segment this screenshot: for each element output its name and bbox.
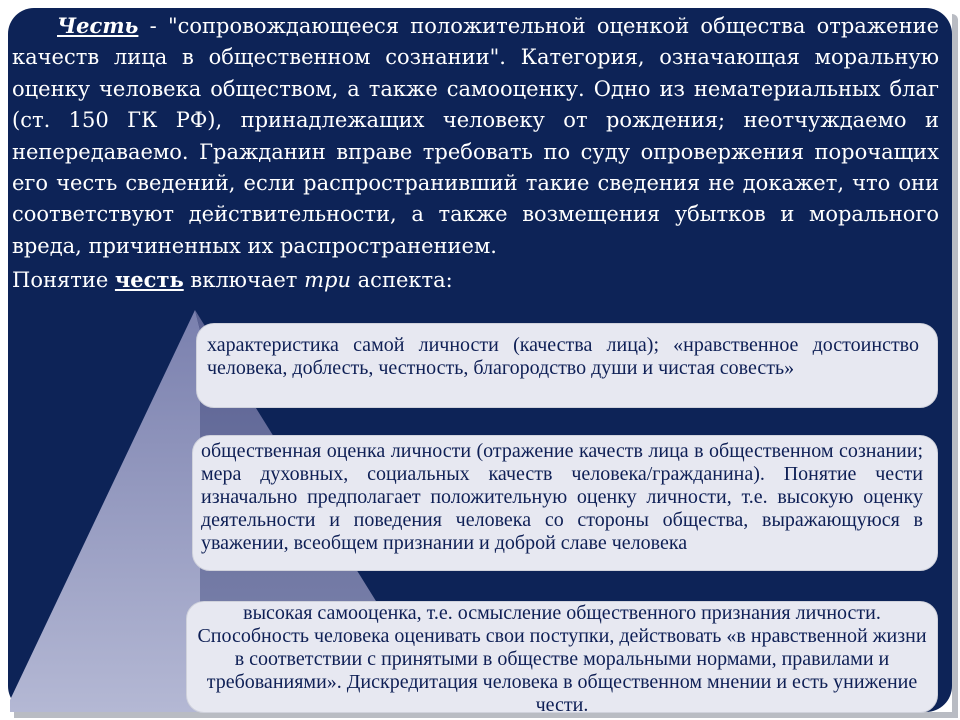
term-honor: Честь	[57, 13, 139, 38]
aspect-text-2: общественная оценка личности (отражение качеств лица в общественном сознании; мера духовных, социальных качеств человека/гражданина). Понятие чести изначально предполагает положительную оценку личности, т.е. высокую оценку деятельности и поведения человека со стороны общества, выражающуюся в уважении, всеобщем признании и доброй славе человека	[201, 440, 923, 554]
aspect-text-3: высокая самооценка, т.е. осмысление общественного признания личности. Способность человека оценивать свои поступки, действовать «в нравственной жизни в соответствии с принятыми в обществе моральными нормами, правилами и требованиями». Дискредитация человека в общественном мнении и есть унижение чести.	[197, 602, 927, 716]
concept-line	[12, 264, 453, 296]
term-definition: - "сопровождающееся положительной оценкой общества отражение качеств лица в общественном сознании". Категория, означающая моральную оценку человека обществом, а также самооценку. Одно из нематериальных благ (ст. 150 ГК РФ), принадлежащих человеку от рождения; неотчуждаемо и непередаваемо. Гражданин вправе требовать по суду опровержения порочащих его честь сведений, если распространивший такие сведения не докажет, что они соответствуют действительности, а также возмещения убытков и морального вреда, причиненных их распространением.	[12, 14, 939, 258]
concept-suffix: аспекта:	[350, 268, 453, 292]
concept-prefix: Понятие	[12, 268, 115, 292]
pyramid-left-face	[10, 310, 200, 712]
aspect-box-2	[192, 435, 938, 571]
aspect-box-1	[196, 323, 938, 408]
concept-middle: включает	[183, 268, 305, 292]
concept-count: три	[304, 268, 351, 292]
aspect-box-3	[186, 601, 938, 716]
aspect-text-1: характеристика самой личности (качества лица); «нравственное достоинство человека, доблесть, честность, благородство души и чистая совесть»	[207, 334, 919, 379]
intro-paragraph	[12, 10, 939, 262]
concept-term: честь	[114, 267, 184, 292]
